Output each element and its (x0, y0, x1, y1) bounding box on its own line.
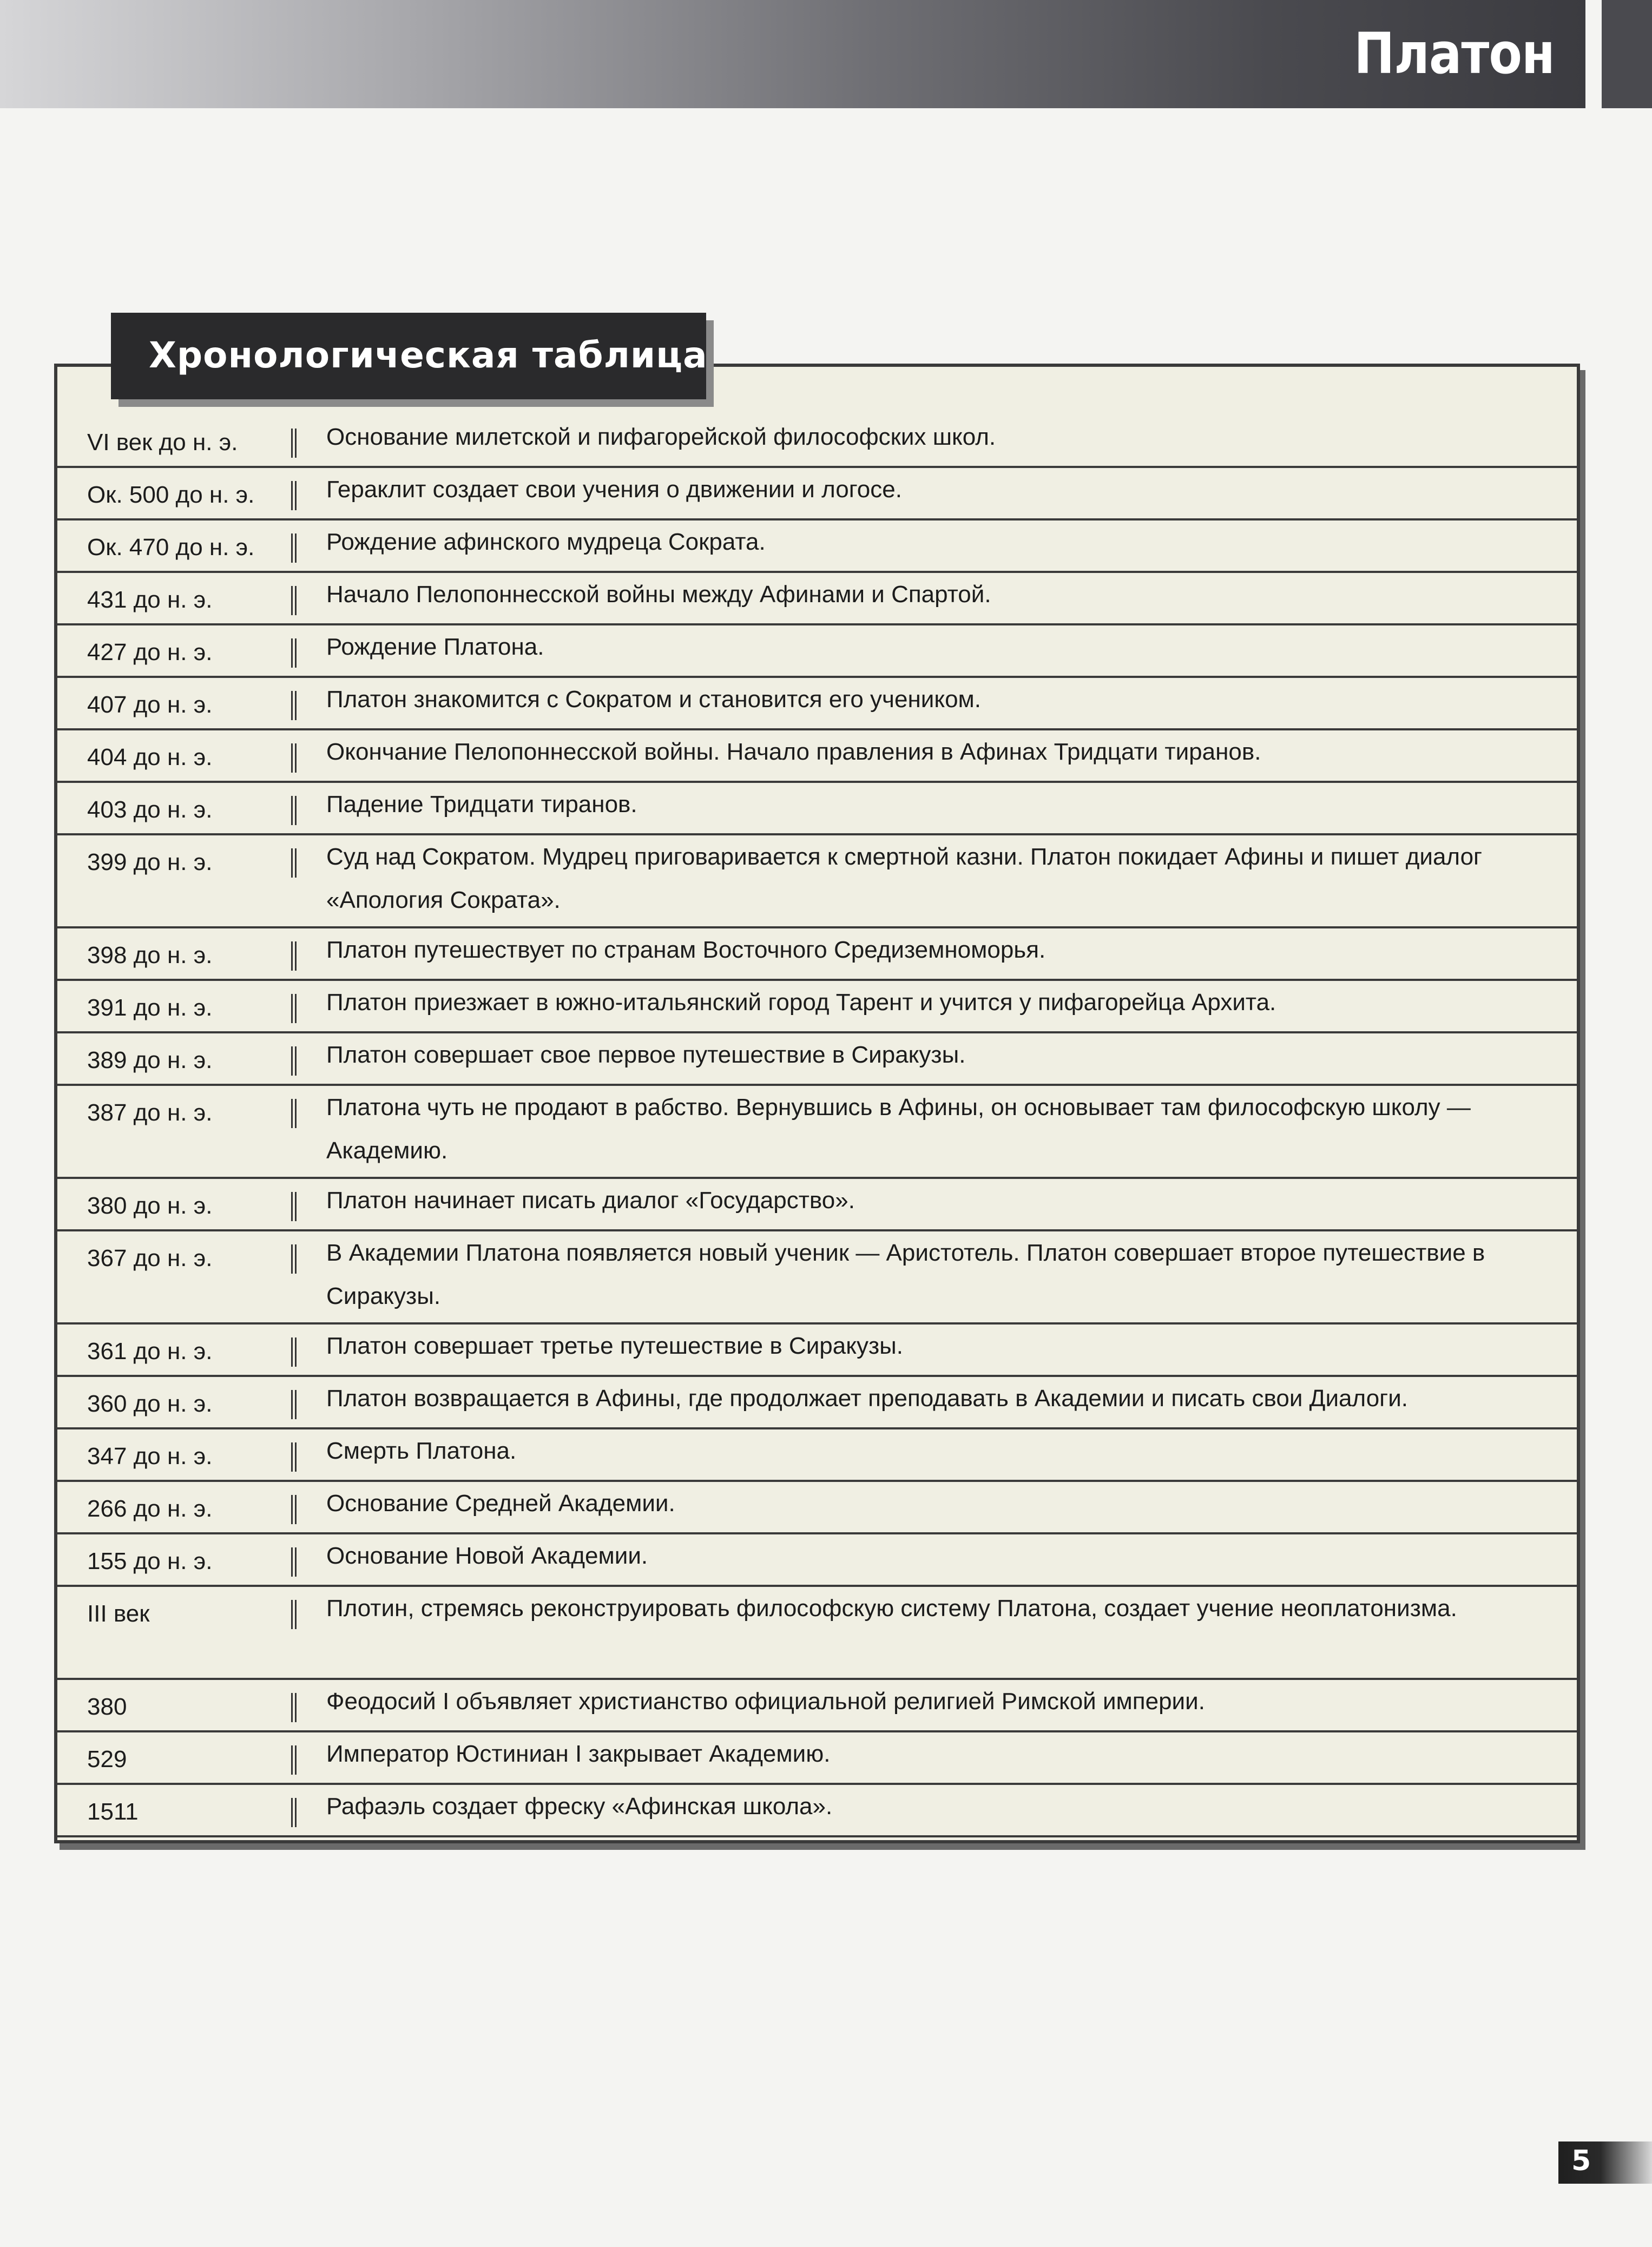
row-separator (291, 638, 297, 668)
table-row (57, 928, 1577, 981)
table-row (57, 783, 1577, 835)
table-row (57, 1732, 1577, 1785)
row-separator (291, 481, 297, 510)
row-separator (291, 586, 297, 615)
row-event: Плотин, стремясь реконструировать философскую систему Платона, создает учение неоплатонизма. (326, 1595, 1457, 1622)
row-separator (291, 1547, 297, 1577)
table-heading (111, 313, 706, 399)
row-event: Рафаэль создает фреску «Афинская школа». (326, 1793, 833, 1820)
row-separator (291, 941, 297, 971)
table-row (57, 573, 1577, 625)
row-separator (291, 848, 297, 878)
page-number-badge (1558, 2141, 1652, 2184)
row-date: 347 до н. э. (87, 1443, 213, 1470)
row-separator (291, 1192, 297, 1221)
row-date: 1511 (87, 1798, 139, 1825)
table-row (57, 1231, 1577, 1325)
header-stub (1602, 0, 1652, 108)
row-event: Платона чуть не продают в рабство. Вернувшись в Афины, он основывает там философскую школу — Академию. (326, 1094, 1471, 1164)
page-title: Платон (1354, 21, 1555, 87)
table-row (57, 1325, 1577, 1377)
row-separator (291, 533, 297, 563)
row-date: 380 (87, 1694, 127, 1720)
row-date: Ок. 500 до н. э. (87, 482, 255, 508)
row-separator (291, 1390, 297, 1419)
row-event: Император Юстиниан I закрывает Академию. (326, 1741, 831, 1767)
row-event: Рождение афинского мудреца Сократа. (326, 529, 766, 555)
row-date: 399 до н. э. (87, 849, 213, 875)
table-row (57, 835, 1577, 928)
row-event: Начало Пелопоннесской войны между Афинами и Спартой. (326, 581, 991, 608)
row-event: Феодосий I объявляет христианство официальной религией Римской империи. (326, 1688, 1205, 1715)
table-row (57, 730, 1577, 783)
table-row (57, 1429, 1577, 1482)
row-separator (291, 691, 297, 720)
row-event: В Академии Платона появляется новый ученик — Аристотель. Платон совершает второе путешествие в Сиракузы. (326, 1240, 1485, 1309)
row-event: Падение Тридцати тиранов. (326, 791, 637, 818)
table-heading-text: Хронологическая таблица (149, 334, 708, 376)
row-separator (291, 1099, 297, 1128)
row-event: Платон возвращается в Афины, где продолжает преподавать в Академии и писать свои Диалоги. (326, 1385, 1409, 1412)
table-rows (57, 416, 1577, 1837)
row-separator (291, 1693, 297, 1722)
row-date: 380 до н. э. (87, 1192, 213, 1219)
header-gap (1585, 0, 1602, 108)
row-separator (291, 994, 297, 1023)
row-event: Смерть Платона. (326, 1438, 517, 1464)
row-date: 361 до н. э. (87, 1338, 213, 1365)
row-date: VI век до н. э. (87, 429, 238, 456)
row-separator (291, 1600, 297, 1629)
row-separator (291, 429, 297, 458)
table-row (57, 416, 1577, 468)
row-separator (291, 743, 297, 773)
row-separator (291, 1244, 297, 1274)
row-date: 391 до н. э. (87, 994, 213, 1021)
header-band (0, 0, 1585, 108)
row-separator (291, 1442, 297, 1472)
page-number: 5 (1571, 2145, 1591, 2177)
row-separator (291, 796, 297, 825)
table-row (57, 1587, 1577, 1680)
table-row (57, 1534, 1577, 1587)
row-event: Гераклит создает свои учения о движении и логосе. (326, 476, 902, 503)
row-separator (291, 1798, 297, 1827)
table-row (57, 678, 1577, 730)
table-row (57, 1086, 1577, 1179)
row-event: Основание милетской и пифагорейской философских школ. (326, 424, 996, 450)
row-date: 403 до н. э. (87, 796, 213, 823)
row-date: 360 до н. э. (87, 1391, 213, 1417)
row-event: Платон знакомится с Сократом и становится его учеником. (326, 686, 982, 713)
row-event: Платон начинает писать диалог «Государство». (326, 1187, 855, 1214)
table-row (57, 1377, 1577, 1429)
table-row (57, 1680, 1577, 1732)
row-date: 387 до н. э. (87, 1099, 213, 1126)
table-row (57, 1179, 1577, 1231)
table-row (57, 981, 1577, 1033)
table-row (57, 625, 1577, 678)
row-event: Рождение Платона. (326, 634, 544, 660)
row-event: Платон приезжает в южно-итальянский город Тарент и учится у пифагорейца Архита. (326, 989, 1276, 1016)
row-date: III век (87, 1600, 150, 1627)
row-date: 389 до н. э. (87, 1047, 213, 1073)
row-event: Основание Новой Академии. (326, 1543, 648, 1569)
row-separator (291, 1337, 297, 1367)
row-date: 427 до н. э. (87, 639, 213, 665)
row-event: Платон совершает свое первое путешествие в Сиракузы. (326, 1042, 966, 1068)
row-separator (291, 1495, 297, 1524)
row-date: 155 до н. э. (87, 1548, 213, 1574)
row-separator (291, 1745, 297, 1775)
table-row (57, 468, 1577, 520)
table-row (57, 1785, 1577, 1837)
table-row (57, 1482, 1577, 1534)
row-date: 266 до н. э. (87, 1495, 213, 1522)
row-event: Суд над Сократом. Мудрец приговаривается к смертной казни. Платон покидает Афины и пишет диалог «Апология Сократа». (326, 844, 1483, 913)
row-date: 431 до н. э. (87, 587, 213, 613)
row-date: 367 до н. э. (87, 1245, 213, 1271)
table-row (57, 1033, 1577, 1086)
row-date: 398 до н. э. (87, 942, 213, 968)
row-event: Платон путешествует по странам Восточного Средиземноморья. (326, 937, 1046, 963)
row-date: Ок. 470 до н. э. (87, 534, 255, 561)
row-event: Окончание Пелопоннесской войны. Начало правления в Афинах Тридцати тиранов. (326, 739, 1261, 765)
chronology-table (54, 364, 1580, 1843)
row-event: Платон совершает третье путешествие в Сиракузы. (326, 1333, 903, 1359)
row-date: 404 до н. э. (87, 744, 213, 770)
row-date: 407 до н. э. (87, 691, 213, 718)
row-date: 529 (87, 1746, 127, 1772)
row-separator (291, 1046, 297, 1076)
row-event: Основание Средней Академии. (326, 1490, 675, 1517)
table-row (57, 520, 1577, 573)
